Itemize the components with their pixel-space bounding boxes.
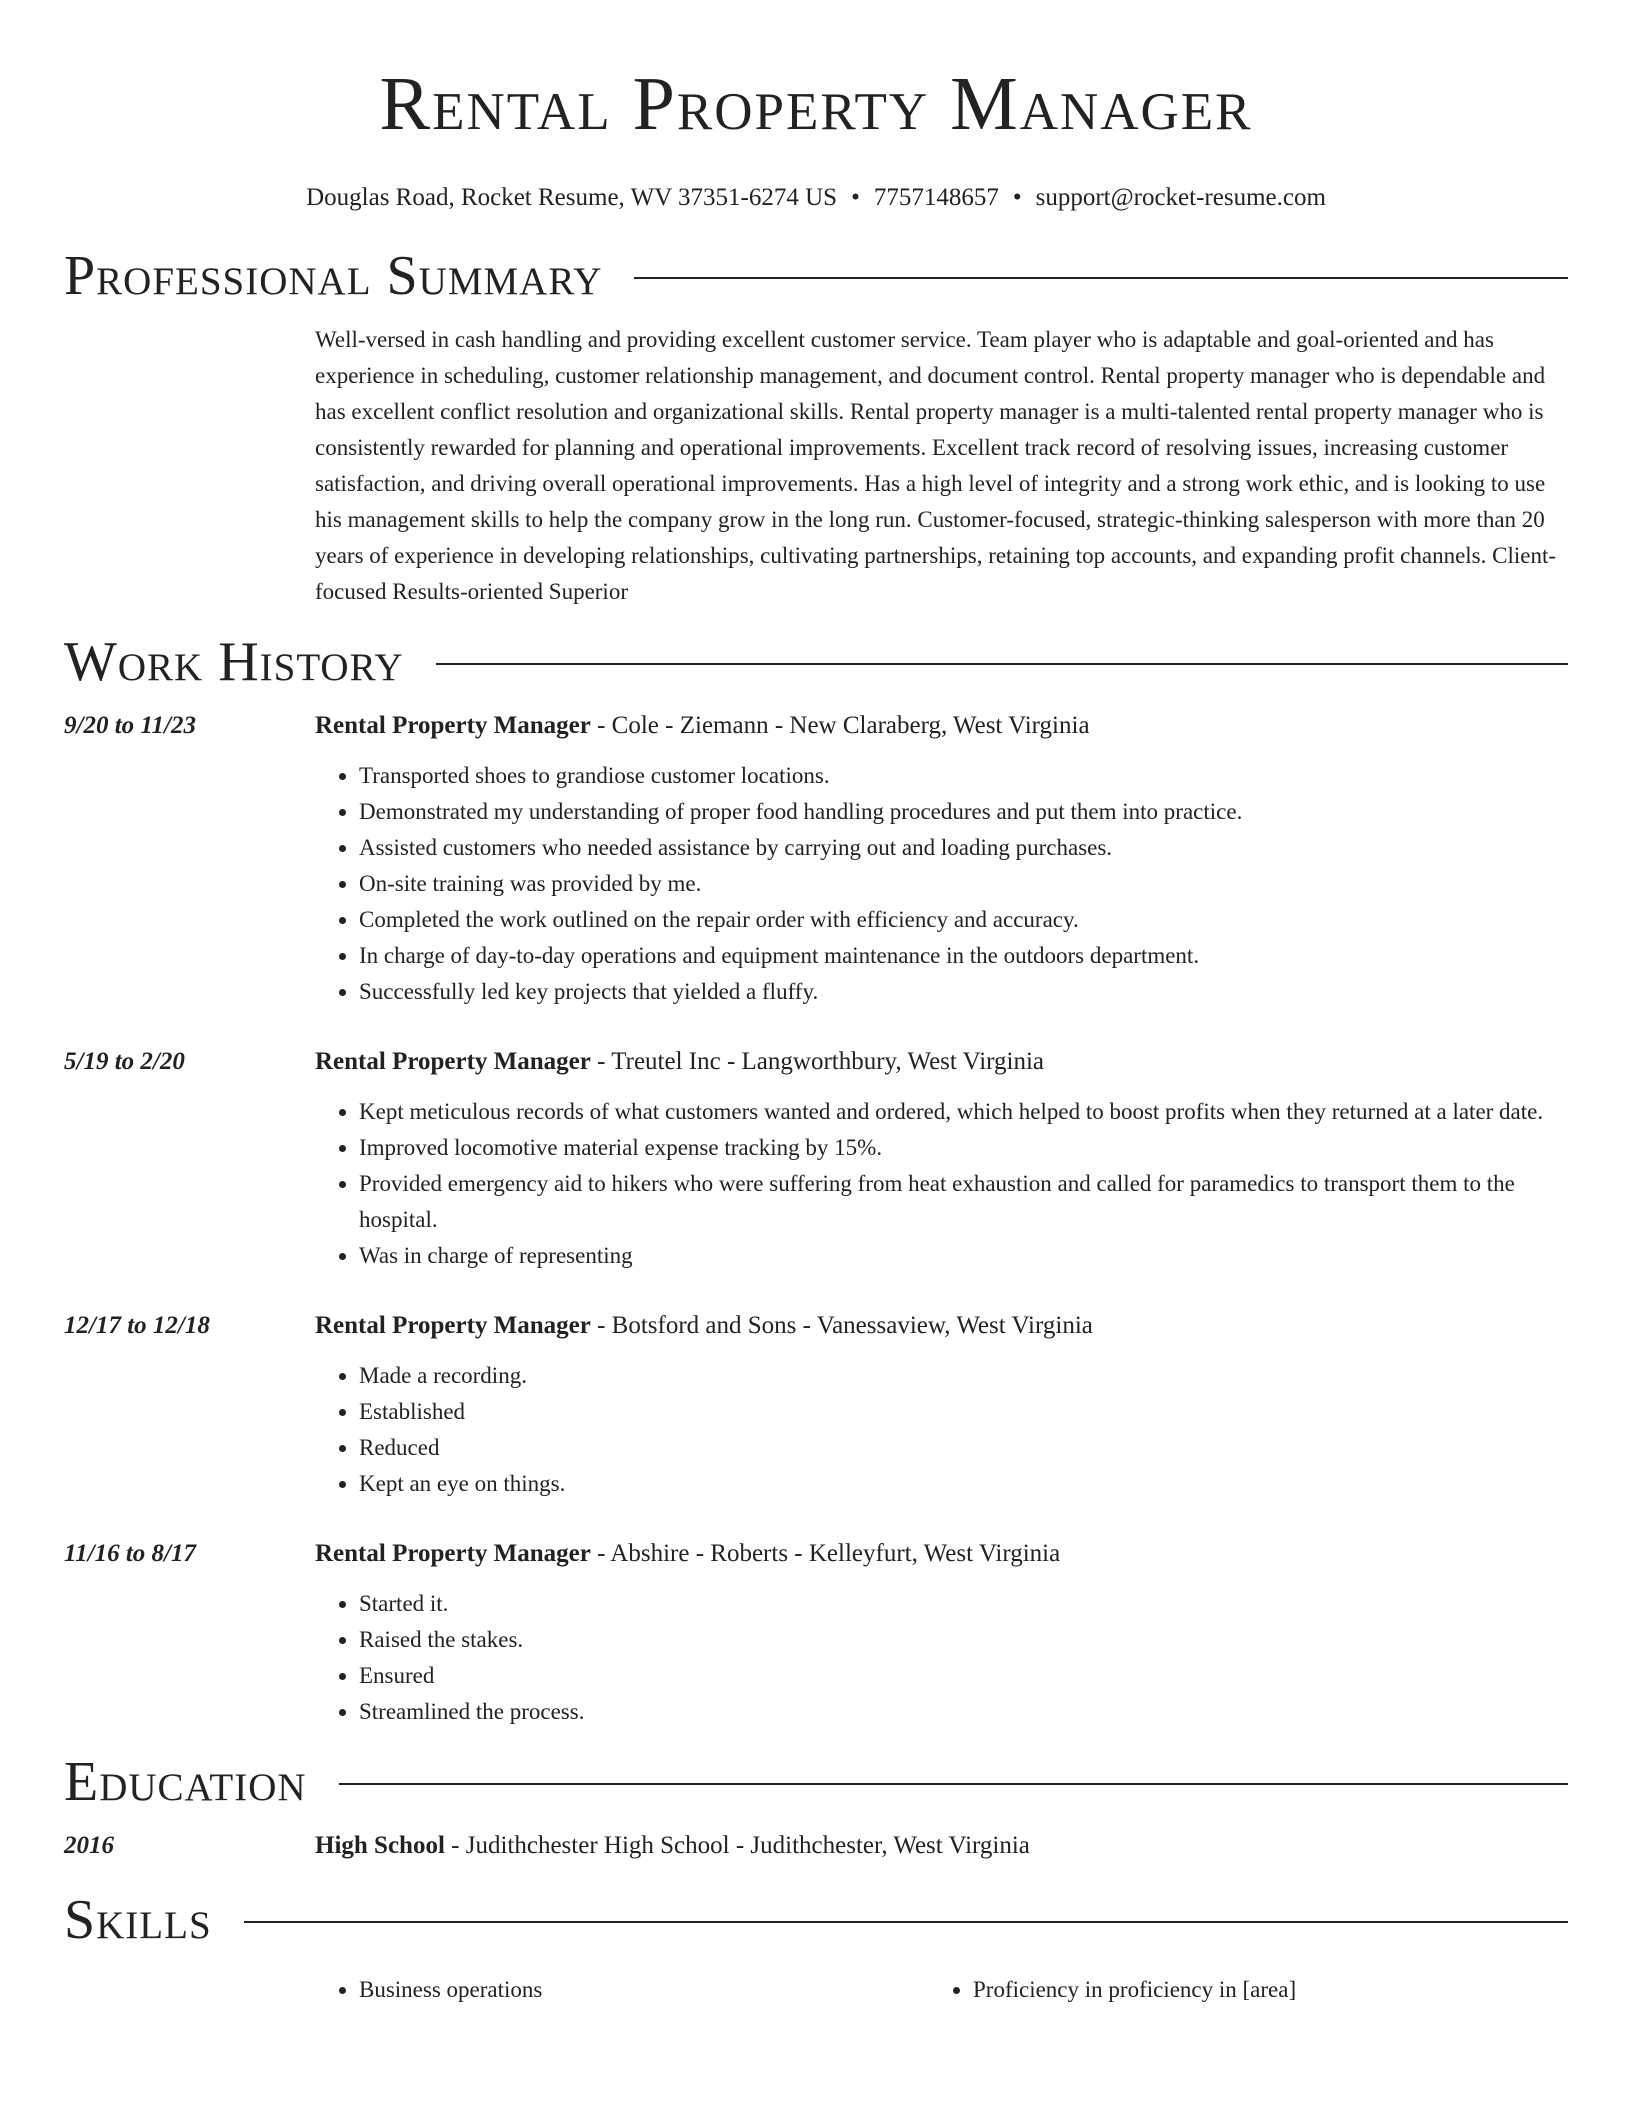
education-degree: High School: [315, 1832, 445, 1859]
contact-separator: •: [1012, 184, 1022, 211]
job-bullet: • Streamlined the process.: [359, 1694, 1568, 1730]
job-details: - Cole - Ziemann - New Claraberg, West Virginia: [590, 712, 1090, 739]
job-role: Rental Property Manager: [315, 1048, 591, 1075]
section-divider: [339, 1783, 1568, 1785]
job-bullet: • In charge of day-to-day operations and equipment maintenance in the outdoors department.: [359, 938, 1568, 974]
job-bullet: • Successfully led key projects that yielded a fluffy.: [359, 974, 1568, 1010]
work-title: Work History: [64, 631, 404, 693]
education-year: 2016: [64, 1832, 114, 1859]
education-details: - Judithchester High School - Judithchester, West Virginia: [444, 1832, 1030, 1859]
contact-phone: 7757148657: [873, 184, 999, 211]
job-bullet: • Kept an eye on things.: [359, 1466, 1568, 1502]
contact-email: support@rocket-resume.com: [1035, 184, 1326, 211]
job-title: [315, 1044, 1568, 1080]
job-role: Rental Property Manager: [315, 1540, 591, 1567]
resume-name: Rental Property Manager: [379, 62, 1253, 146]
skills-column-right: [929, 1972, 1543, 2008]
job-bullet: • Reduced: [359, 1430, 1568, 1466]
job-bullet: • Assisted customers who needed assistance by carrying out and loading purchases.: [359, 830, 1568, 866]
summary-text: Well-versed in cash handling and providing excellent customer service. Team player who is adaptable and goal-oriented and has experience in scheduling, customer relationship management, and document control. Rental property manager who is dependable and has excellent conflict resolution and organizational skills. Rental property manager is a multi-talented rental property manager who is consistently rewarded for planning and operational improvements. Excellent track record of resolving issues, increasing customer satisfaction, and driving overall operational improvements. Has a high level of integrity and a strong work ethic, and is looking to use his management skills to help the company grow in the long run. Customer-focused, strategic-thinking salesperson with more than 20 years of experience in developing relationships, cultivating partnerships, retaining top accounts, and expanding profit channels. Client-focused Results-oriented Superior: [315, 327, 1557, 604]
work-section-heading: [64, 630, 1568, 694]
contact-address: Douglas Road, Rocket Resume, WV 37351-6274 US: [306, 184, 838, 211]
skills-column-left: [315, 1972, 929, 2008]
job-bullet: • Ensured: [359, 1658, 1568, 1694]
job-dates: 11/16 to 8/17: [64, 1540, 196, 1567]
job-title: [315, 708, 1568, 744]
summary-section-heading: [64, 244, 1568, 308]
skills-section-heading: [64, 1888, 1568, 1952]
job-bullet: • Made a recording.: [359, 1358, 1568, 1394]
job-bullets: [315, 758, 1568, 1010]
job-bullet: • Demonstrated my understanding of proper food handling procedures and put them into practice.: [359, 794, 1568, 830]
skills-list: [315, 1972, 1568, 2008]
job-bullet: • On-site training was provided by me.: [359, 866, 1568, 902]
education-section-heading: [64, 1750, 1568, 1814]
job-bullet: • Improved locomotive material expense tracking by 15%.: [359, 1130, 1568, 1166]
job-role: Rental Property Manager: [315, 712, 591, 739]
job-entry: [64, 708, 1568, 1010]
job-bullets: [315, 1094, 1568, 1274]
education-entry: [64, 1828, 1568, 1864]
skill-item: • Proficiency in proficiency in [area]: [973, 1972, 1543, 2008]
job-bullet: • Completed the work outlined on the repair order with efficiency and accuracy.: [359, 902, 1568, 938]
section-divider: [436, 663, 1568, 665]
section-divider: [634, 277, 1568, 279]
job-bullets: [315, 1586, 1568, 1730]
job-entry: [64, 1308, 1568, 1502]
job-bullets: [315, 1358, 1568, 1502]
education-title: Education: [64, 1751, 307, 1813]
job-entry: [64, 1536, 1568, 1730]
job-bullet: • Kept meticulous records of what customers wanted and ordered, which helped to boost profits when they returned at a later date.: [359, 1094, 1568, 1130]
job-dates: 5/19 to 2/20: [64, 1048, 185, 1075]
job-title: [315, 1536, 1568, 1572]
job-bullet: • Established: [359, 1394, 1568, 1430]
job-bullet: • Was in charge of representing: [359, 1238, 1568, 1274]
section-divider: [244, 1921, 1568, 1923]
job-details: - Abshire - Roberts - Kelleyfurt, West Virginia: [590, 1540, 1061, 1567]
job-bullet: • Started it.: [359, 1586, 1568, 1622]
resume-page: [64, 0, 1568, 2008]
job-bullet: • Raised the stakes.: [359, 1622, 1568, 1658]
job-bullet: • Transported shoes to grandiose customer locations.: [359, 758, 1568, 794]
job-dates: 12/17 to 12/18: [64, 1312, 210, 1339]
education-title-line: [315, 1828, 1568, 1864]
job-title: [315, 1308, 1568, 1344]
job-bullet: • Provided emergency aid to hikers who were suffering from heat exhaustion and called for paramedics to transport them to the hospital.: [359, 1166, 1568, 1238]
job-role: Rental Property Manager: [315, 1312, 591, 1339]
contact-line: [64, 182, 1568, 214]
job-details: - Botsford and Sons - Vanessaview, West Virginia: [590, 1312, 1093, 1339]
job-entry: [64, 1044, 1568, 1274]
skill-item: • Business operations: [359, 1972, 929, 2008]
job-dates: 9/20 to 11/23: [64, 712, 196, 739]
skills-title: Skills: [64, 1889, 212, 1951]
summary-title: Professional Summary: [64, 245, 603, 307]
job-details: - Treutel Inc - Langworthbury, West Virginia: [590, 1048, 1044, 1075]
contact-separator: •: [851, 184, 860, 211]
